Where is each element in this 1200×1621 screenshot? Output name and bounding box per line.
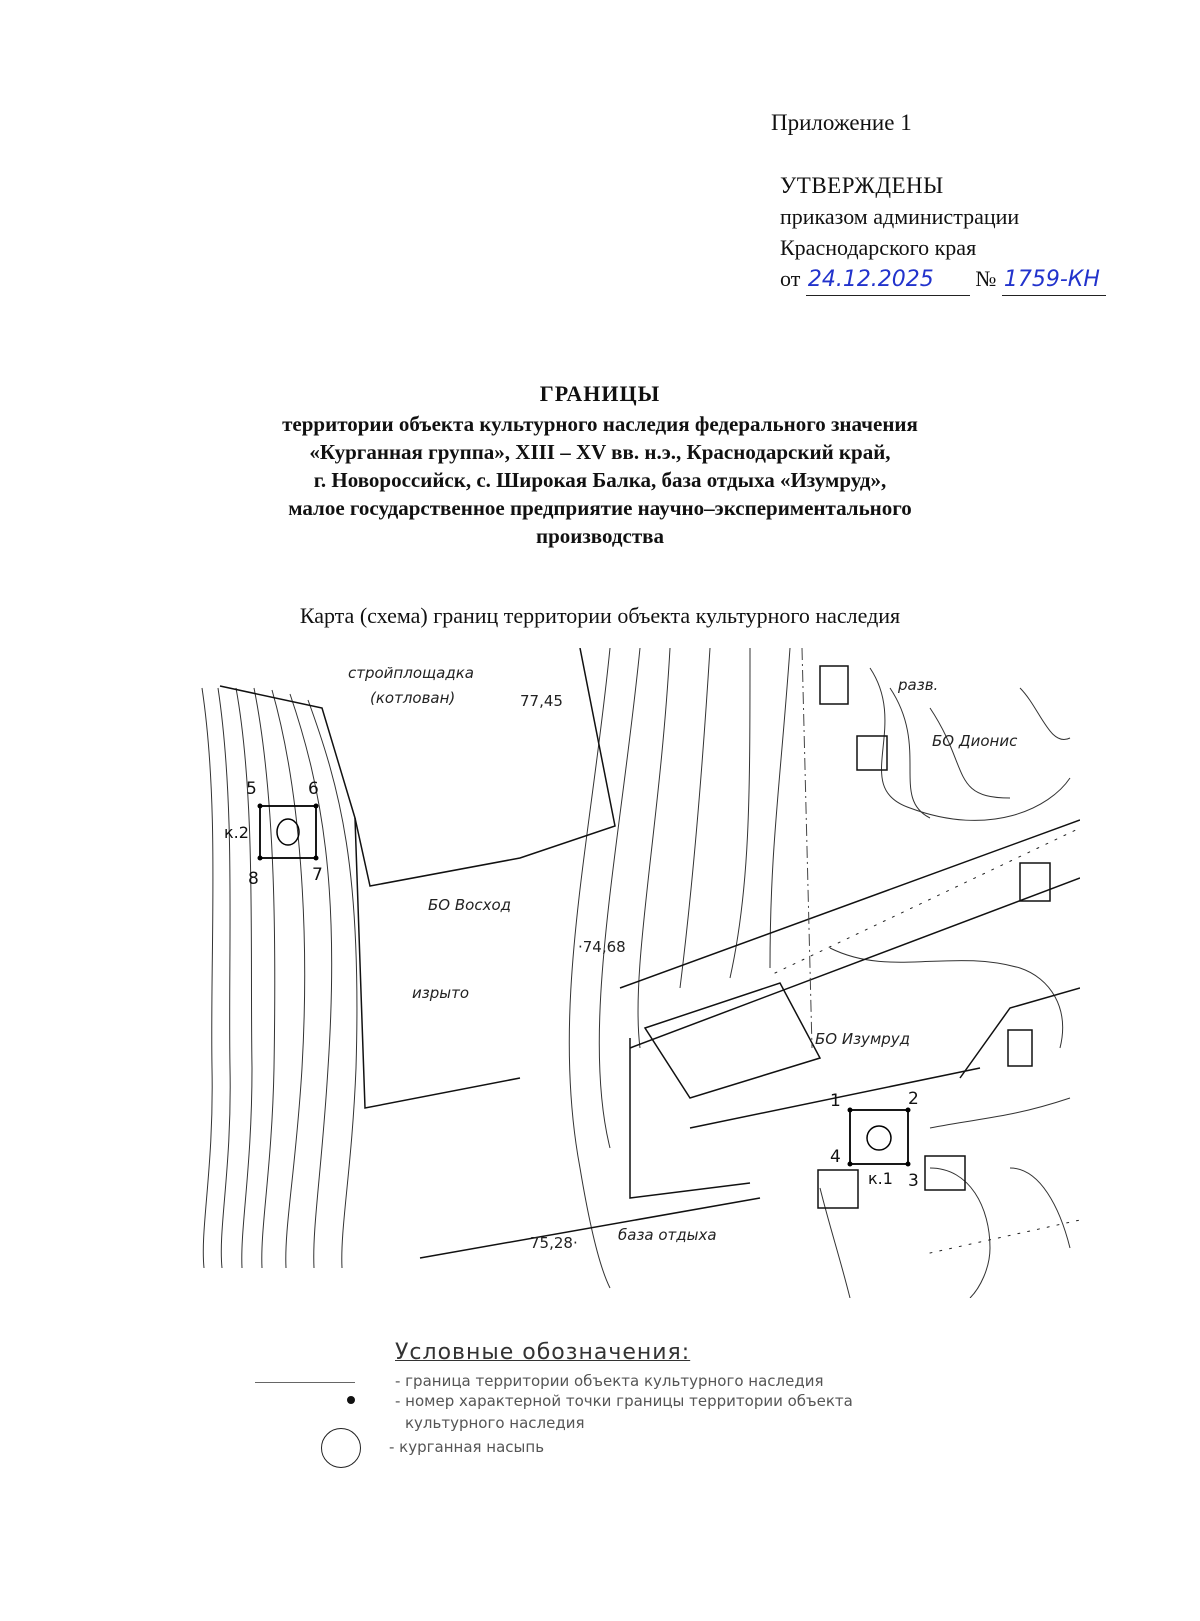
boundary-line-symbol bbox=[255, 1382, 355, 1383]
contour-line bbox=[730, 648, 750, 978]
contour-line bbox=[890, 688, 930, 818]
approval-line-2: Краснодарского края bbox=[780, 235, 977, 260]
recreation-base-label: база отдыха bbox=[618, 1226, 717, 1244]
subtitle-line-1: территории объекта культурного наследия федерального значения bbox=[282, 412, 918, 436]
document-title: ГРАНИЦЫ bbox=[539, 381, 661, 406]
contour-line bbox=[930, 1168, 990, 1298]
bo-dionis-label: БО Дионис bbox=[932, 732, 1018, 750]
legend-item-boundary: - граница территории объекта культурного наследия bbox=[395, 1372, 824, 1390]
approval-title: УТВЕРЖДЕНЫ bbox=[780, 173, 944, 198]
contour-line bbox=[569, 648, 610, 1288]
approval-line-1: приказом администрации bbox=[780, 204, 1020, 229]
document-title-block bbox=[150, 380, 1050, 550]
boundary-point-marker bbox=[906, 1162, 911, 1167]
contour-line bbox=[930, 1098, 1070, 1128]
contour-line bbox=[1020, 688, 1070, 740]
boundary-point-marker bbox=[848, 1162, 853, 1167]
bo-voskhod-label: БО Восход bbox=[428, 896, 512, 914]
contour-line bbox=[236, 688, 252, 1268]
contour-line bbox=[680, 648, 710, 988]
handwritten-date: 24.12.2025 bbox=[806, 264, 970, 296]
building bbox=[820, 666, 848, 704]
kurgan-2-mound bbox=[277, 819, 299, 845]
boundary-point-marker bbox=[848, 1108, 853, 1113]
legend-title: Условные обозначения: bbox=[395, 1340, 691, 1365]
contour-line bbox=[599, 648, 640, 1148]
fence-line bbox=[930, 1220, 1080, 1253]
boundary-point-marker bbox=[258, 856, 263, 861]
elevation-74-68: ·74,68 bbox=[578, 938, 626, 956]
construction-site-label: стройплощадка bbox=[348, 664, 474, 682]
contour-line bbox=[820, 1188, 850, 1298]
road-edge bbox=[630, 878, 1080, 1048]
kurgan-1-mound bbox=[867, 1126, 891, 1150]
dig-label: разв. bbox=[898, 676, 939, 694]
map-caption: Карта (схема) границ территории объекта культурного наследия bbox=[299, 603, 901, 628]
elevation-77-45: 77,45 bbox=[520, 692, 563, 710]
boundary-map bbox=[190, 648, 1080, 1298]
building bbox=[925, 1156, 965, 1190]
kurgan-2-label: к.2 bbox=[224, 823, 249, 842]
approval-block bbox=[780, 170, 1106, 296]
construction-pit-outline bbox=[220, 648, 615, 886]
contour-line bbox=[770, 648, 790, 968]
mound-symbol bbox=[321, 1428, 361, 1468]
subtitle-line-3: г. Новороссийск, с. Широкая Балка, база отдыха «Изумруд», bbox=[313, 468, 887, 492]
survey-axis bbox=[802, 648, 812, 1048]
contour-line bbox=[254, 688, 275, 1268]
point-number-7: 7 bbox=[312, 865, 323, 885]
subtitle-line-2: «Курганная группа», XIII – XV вв. н.э., Краснодарский край, bbox=[309, 440, 891, 464]
handwritten-number: 1759-КН bbox=[1002, 264, 1106, 296]
elevation-75-28: 75,28· bbox=[530, 1234, 578, 1252]
contour-line bbox=[638, 648, 670, 1048]
pit-label: (котлован) bbox=[370, 689, 456, 707]
dug-area-label: изрыто bbox=[412, 984, 470, 1002]
subtitle-line-5: производства bbox=[535, 524, 664, 548]
point-number-1: 1 bbox=[830, 1091, 841, 1111]
contour-line bbox=[1010, 1168, 1070, 1248]
kurgan-1-label: к.1 bbox=[868, 1169, 893, 1188]
appendix-label: Приложение 1 bbox=[771, 110, 912, 135]
legend-item-mound: - курганная насыпь bbox=[389, 1438, 545, 1456]
point-number-symbol bbox=[347, 1396, 355, 1404]
legend-item-point-number-cont: культурного наследия bbox=[405, 1414, 585, 1432]
kurgan-1-boundary bbox=[850, 1110, 908, 1164]
boundary-point-marker bbox=[258, 804, 263, 809]
from-prefix: от bbox=[780, 266, 801, 291]
contour-line bbox=[930, 708, 1010, 798]
boundary-point-marker bbox=[314, 804, 319, 809]
bo-izumrud-outline bbox=[630, 1038, 750, 1198]
contour-line bbox=[218, 688, 230, 1268]
contour-line bbox=[272, 690, 305, 1268]
contour-line bbox=[202, 688, 213, 1268]
point-number-8: 8 bbox=[248, 869, 259, 889]
building bbox=[645, 983, 820, 1098]
point-number-3: 3 bbox=[908, 1171, 919, 1191]
bo-voskhod-outline bbox=[355, 818, 520, 1108]
subtitle-line-4: малое государственное предприятие научно–экспериментального bbox=[288, 496, 912, 520]
number-prefix: № bbox=[975, 266, 997, 291]
point-number-2: 2 bbox=[908, 1089, 919, 1109]
approval-date-line bbox=[780, 263, 1106, 296]
kurgan-2-boundary bbox=[260, 806, 316, 858]
point-number-5: 5 bbox=[246, 779, 257, 799]
point-number-6: 6 bbox=[308, 779, 319, 799]
legend-item-point-number: - номер характерной точки границы территории объекта bbox=[395, 1392, 853, 1410]
point-number-4: 4 bbox=[830, 1147, 841, 1167]
bo-izumrud-label: БО Изумруд bbox=[815, 1030, 911, 1048]
boundary-point-marker bbox=[314, 856, 319, 861]
building bbox=[1008, 1030, 1032, 1066]
